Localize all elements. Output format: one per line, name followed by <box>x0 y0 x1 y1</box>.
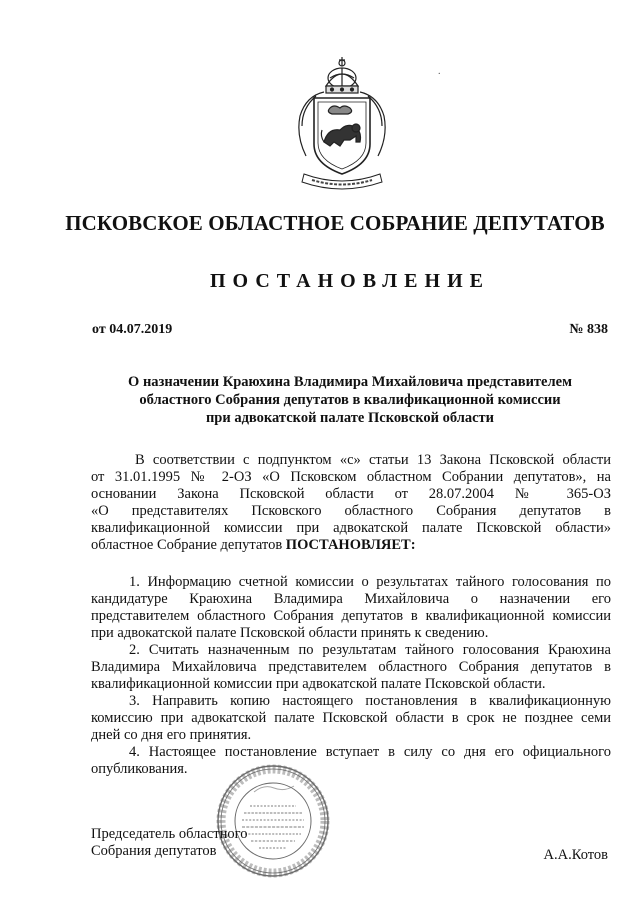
item-line: 4. Настоящее постановление вступает в силу со дня его официального <box>129 744 611 760</box>
preamble-text: областное Собрание депутатов <box>91 537 286 553</box>
preamble-line: В соответствии с подпунктом «с» статьи 13 Закона Псковской области <box>135 452 611 468</box>
item-line: дней со дня его принятия. <box>91 727 252 743</box>
preamble-line: квалификационной комиссии при адвокатской палате Псковской области» <box>91 520 611 536</box>
item-line: 1. Информацию счетной комиссии о результатах тайного голосования по <box>129 574 611 590</box>
preamble-line: основании Закона Псковской области от 28.07.2004 № 365-ОЗ <box>91 486 611 502</box>
preamble-line <box>91 537 611 554</box>
document-subject <box>92 373 608 427</box>
round-seal-icon <box>214 762 332 880</box>
organization-title: ПСКОВСКОЕ ОБЛАСТНОЕ СОБРАНИЕ ДЕПУТАТОВ <box>65 211 605 235</box>
signatory-title <box>91 826 247 860</box>
item-line: 3. Направить копию настоящего постановления в квалификационную <box>129 693 611 709</box>
subject-line: областного Собрания депутатов в квалификационной комиссии <box>139 392 561 408</box>
subject-line: при адвокатской палате Псковской области <box>205 410 495 426</box>
document-date: от 04.07.2019 <box>92 322 173 337</box>
document-type-title: ПОСТАНОВЛЕНИЕ <box>210 270 490 292</box>
preamble-line: от 31.01.1995 № 2-ОЗ «О Псковском областном Собрании депутатов», на <box>91 469 611 485</box>
coat-of-arms-icon <box>286 56 398 192</box>
signatory-name: А.А.Котов <box>543 847 608 863</box>
signatory-title-line: Председатель областного <box>91 826 248 842</box>
item-line: Владимира Михайловича представителем областного Собрания депутатов в <box>91 659 611 675</box>
resolution-items <box>91 574 611 778</box>
item-line: 2. Считать назначенным по результатам тайного голосования Краюхина <box>129 642 611 658</box>
signatory-title-line: Собрания депутатов <box>91 843 217 859</box>
item-line: комиссию при адвокатской палате Псковской области в срок не позднее семи <box>91 710 611 726</box>
preamble <box>91 452 611 554</box>
item-line: опубликования. <box>91 761 188 777</box>
item-line: представителем областного Собрания депутатов в квалификационной комиссии <box>91 608 611 624</box>
item-line: квалификационной комиссии при адвокатской палате Псковской области. <box>91 676 546 692</box>
resolves-word: ПОСТАНОВЛЯЕТ: <box>285 537 416 553</box>
item-line: при адвокатской палате Псковской области принять к сведению. <box>91 625 489 641</box>
corner-mark: . <box>438 66 441 77</box>
subject-line: О назначении Краюхина Владимира Михайловича представителем <box>128 374 572 390</box>
item-line: кандидатуре Краюхина Владимира Михайловича о назначении его <box>91 591 611 607</box>
preamble-line: «О представителях Псковского областного Собрания депутатов в <box>91 503 611 519</box>
document-number: № 838 <box>569 322 608 337</box>
